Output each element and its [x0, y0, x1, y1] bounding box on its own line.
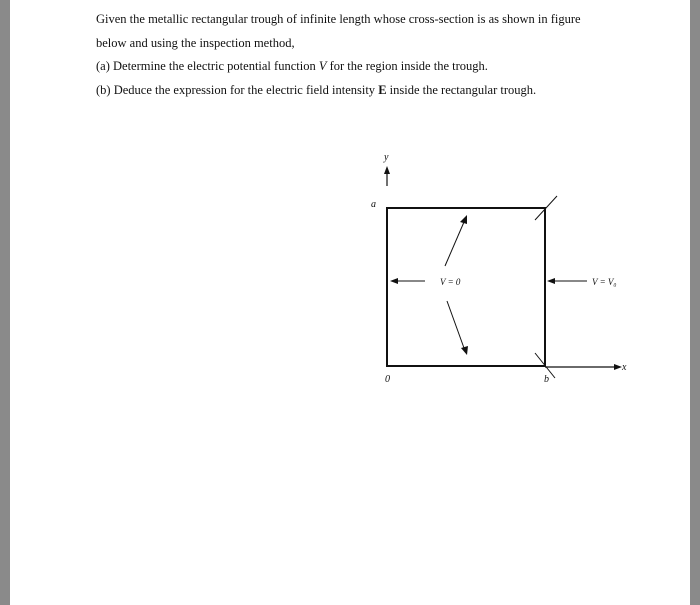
part-a-variable: V	[318, 59, 327, 73]
part-b	[96, 80, 656, 104]
inner-upper-arrowhead	[460, 215, 467, 224]
trough-figure	[360, 148, 640, 393]
x-axis-label: x	[622, 362, 627, 373]
right-gray-border	[690, 0, 700, 605]
right-corner-label: b	[544, 374, 549, 385]
trough-rectangle	[387, 208, 545, 366]
outer-arrowhead	[547, 278, 555, 284]
part-b-suffix: inside the rectangular trough.	[386, 82, 537, 97]
part-b-prefix: (b) Deduce the expression for the electric field intensity	[96, 82, 379, 97]
top-label: a	[371, 199, 376, 210]
outer-potential-label: V = V₀	[592, 277, 617, 287]
inner-lower-arrow-shaft	[447, 301, 464, 348]
inner-potential-label: V = 0	[440, 277, 461, 287]
part-b-variable: E	[378, 82, 387, 97]
origin-label: 0	[385, 374, 390, 385]
x-axis-arrowhead	[614, 364, 622, 370]
inner-upper-arrow-shaft	[445, 222, 464, 266]
y-axis-label: y	[384, 152, 389, 163]
problem-line-1: Given the metallic rectangular trough of infinite length whose cross-section is as shown in figure	[96, 12, 581, 26]
inner-lower-arrowhead	[461, 346, 468, 355]
part-a	[96, 56, 656, 80]
part-a-prefix: (a) Determine the electric potential function	[96, 59, 319, 73]
y-axis-arrowhead	[384, 166, 390, 174]
inner-left-arrowhead	[390, 278, 398, 284]
trough-diagram	[360, 148, 640, 393]
problem-text	[96, 9, 656, 103]
part-a-suffix: for the region inside the trough.	[326, 59, 488, 73]
problem-line-2: below and using the inspection method,	[96, 35, 295, 50]
left-gray-border	[0, 0, 10, 605]
